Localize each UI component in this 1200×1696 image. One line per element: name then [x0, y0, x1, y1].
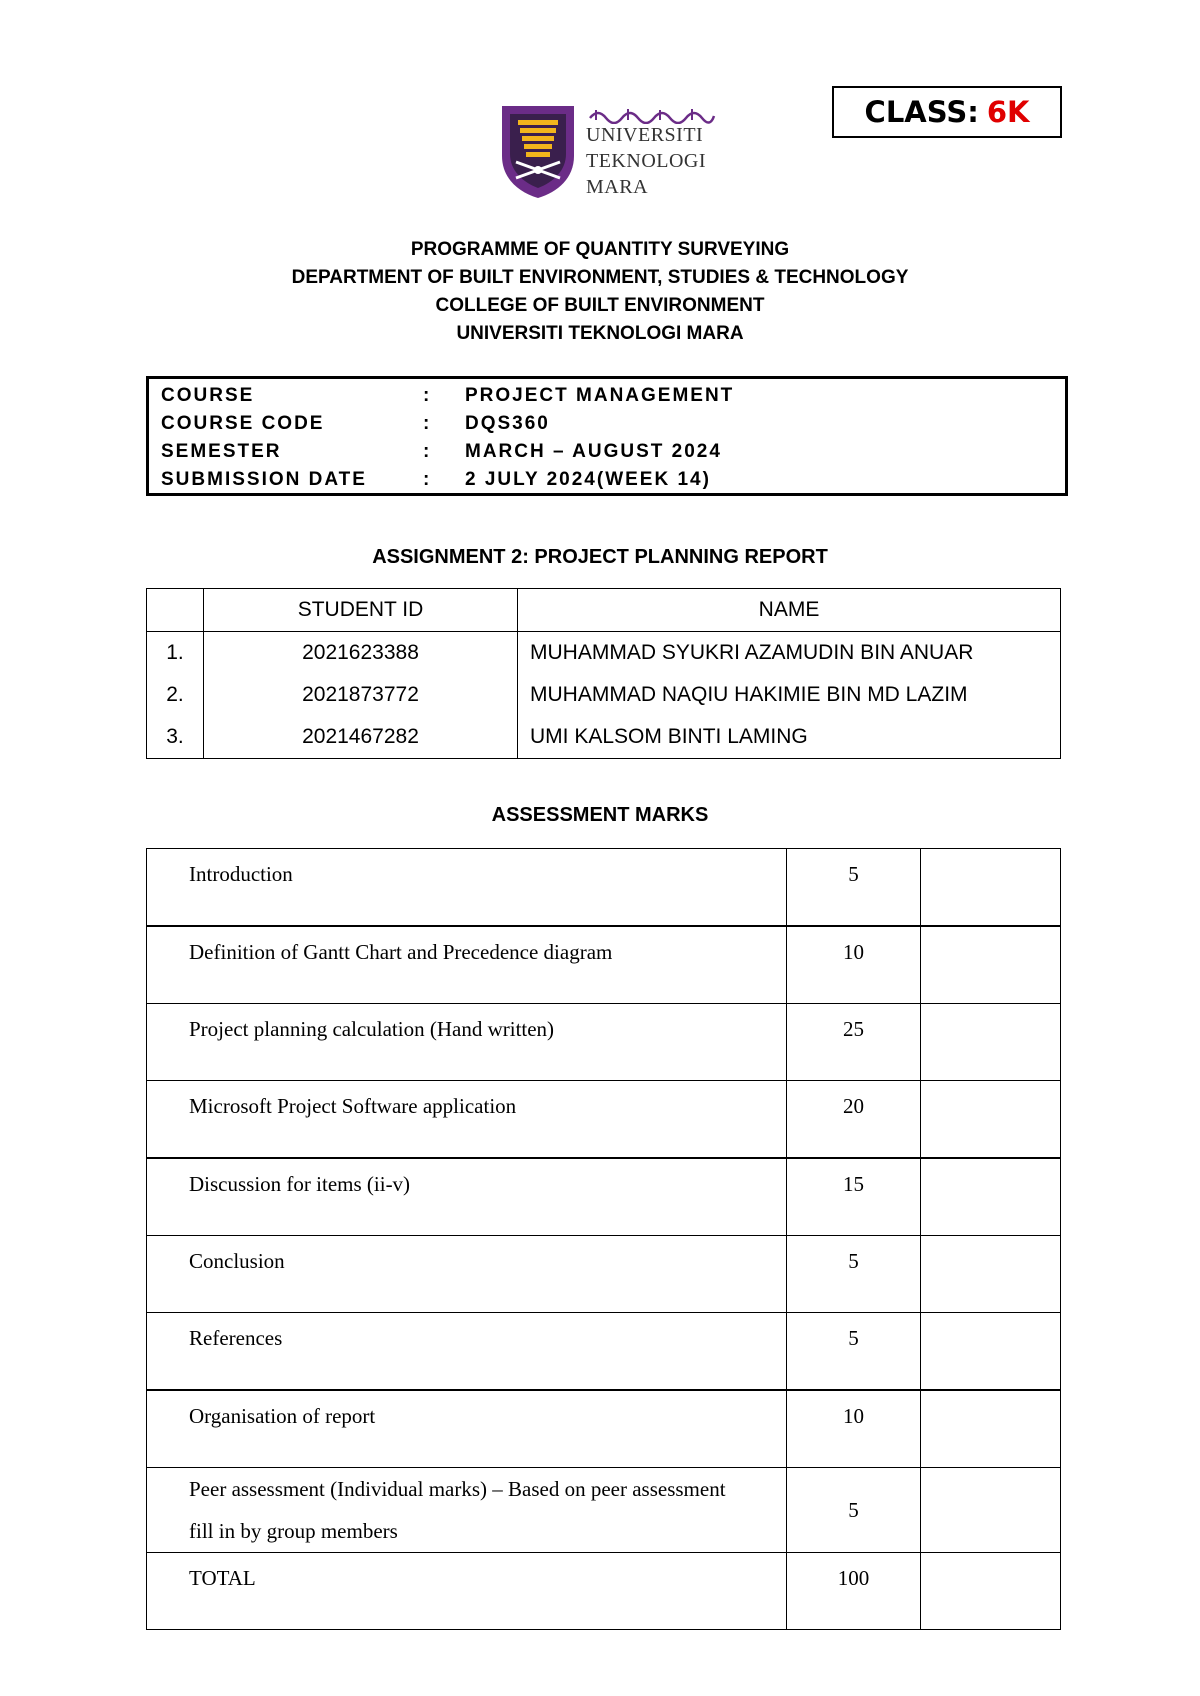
- awarded-total-cell[interactable]: [921, 1553, 1061, 1630]
- assessment-marks: 5: [787, 1236, 921, 1313]
- assessment-total-label: TOTAL: [147, 1553, 787, 1630]
- awarded-marks-cell[interactable]: [921, 1236, 1061, 1313]
- assessment-marks: 5: [787, 849, 921, 927]
- table-row: [147, 1004, 1061, 1081]
- uitm-crest-icon: [500, 104, 576, 200]
- assessment-item: Organisation of report: [147, 1390, 787, 1468]
- header-name: NAME: [518, 589, 1061, 632]
- student-name: MUHAMMAD NAQIU HAKIMIE BIN MD LAZIM: [518, 674, 1061, 716]
- logo-line-3: MARA: [586, 176, 649, 198]
- student-id: 2021623388: [204, 632, 518, 675]
- awarded-marks-cell[interactable]: [921, 1468, 1061, 1553]
- assessment-item: References: [147, 1313, 787, 1391]
- header-number: [147, 589, 204, 632]
- course-label: COURSE: [161, 385, 255, 406]
- course-code-separator: :: [423, 413, 432, 434]
- assessment-item: Microsoft Project Software application: [147, 1081, 787, 1159]
- table-row: [147, 674, 1061, 716]
- course-separator: :: [423, 385, 432, 406]
- arabic-script-icon: [588, 106, 716, 124]
- students-header-row: [147, 589, 1061, 632]
- heading-line: PROGRAMME OF QUANTITY SURVEYING: [410, 239, 790, 260]
- assessment-item: Introduction: [147, 849, 787, 927]
- assessment-item: Discussion for items (ii-v): [147, 1158, 787, 1236]
- assessment-total-marks: 100: [787, 1553, 921, 1630]
- class-box: [832, 86, 1062, 138]
- assignment-title: ASSIGNMENT 2: PROJECT PLANNING REPORT: [372, 546, 828, 568]
- class-value: 6K: [986, 95, 1030, 129]
- university-logo: [500, 104, 722, 200]
- awarded-marks-cell[interactable]: [921, 1313, 1061, 1391]
- student-number: 1.: [147, 632, 204, 675]
- assessment-title: ASSESSMENT MARKS: [491, 804, 709, 826]
- student-id: 2021873772: [204, 674, 518, 716]
- class-label: CLASS:: [864, 95, 979, 129]
- awarded-marks-cell[interactable]: [921, 1004, 1061, 1081]
- heading-line: UNIVERSITI TEKNOLOGI MARA: [456, 323, 744, 344]
- students-table: [146, 588, 1061, 759]
- assessment-marks: 25: [787, 1004, 921, 1081]
- table-row: [147, 1553, 1061, 1630]
- assessment-marks: 10: [787, 926, 921, 1004]
- semester-label: SEMESTER: [161, 441, 282, 462]
- heading-line: COLLEGE OF BUILT ENVIRONMENT: [435, 295, 765, 316]
- table-row: [147, 1390, 1061, 1468]
- assessment-marks: 5: [787, 1468, 921, 1553]
- awarded-marks-cell[interactable]: [921, 1081, 1061, 1159]
- student-number: 2.: [147, 674, 204, 716]
- course-code-label: COURSE CODE: [161, 413, 325, 434]
- student-name: MUHAMMAD SYUKRI AZAMUDIN BIN ANUAR: [518, 632, 1061, 675]
- heading-line: DEPARTMENT OF BUILT ENVIRONMENT, STUDIES & TECHNOLOGY: [291, 267, 909, 288]
- awarded-marks-cell[interactable]: [921, 849, 1061, 927]
- logo-line-2: TEKNOLOGI: [586, 150, 707, 172]
- table-row: [147, 1236, 1061, 1313]
- assessment-marks: 15: [787, 1158, 921, 1236]
- assessment-marks: 5: [787, 1313, 921, 1391]
- assessment-marks: 10: [787, 1390, 921, 1468]
- table-row: [147, 1468, 1061, 1553]
- assessment-item: Project planning calculation (Hand written): [147, 1004, 787, 1081]
- assessment-item: Conclusion: [147, 1236, 787, 1313]
- table-row: [147, 716, 1061, 759]
- semester-separator: :: [423, 441, 432, 462]
- table-row: [147, 1081, 1061, 1159]
- awarded-marks-cell[interactable]: [921, 926, 1061, 1004]
- assessment-marks: 20: [787, 1081, 921, 1159]
- student-id: 2021467282: [204, 716, 518, 759]
- student-number: 3.: [147, 716, 204, 759]
- course-info-box: [146, 376, 1068, 496]
- institution-heading: [0, 236, 1200, 348]
- table-row: [147, 1313, 1061, 1391]
- semester-value: MARCH – AUGUST 2024: [465, 441, 722, 462]
- course-value: PROJECT MANAGEMENT: [465, 385, 735, 406]
- header-student-id: STUDENT ID: [204, 589, 518, 632]
- submission-date-separator: :: [423, 469, 432, 490]
- table-row: [147, 1158, 1061, 1236]
- awarded-marks-cell[interactable]: [921, 1390, 1061, 1468]
- submission-date-value: 2 JULY 2024(WEEK 14): [465, 469, 711, 490]
- course-code-value: DQS360: [465, 413, 550, 434]
- table-row: [147, 926, 1061, 1004]
- student-name: UMI KALSOM BINTI LAMING: [518, 716, 1061, 759]
- logo-line-1: UNIVERSITI: [586, 124, 704, 146]
- submission-date-label: SUBMISSION DATE: [161, 469, 367, 490]
- table-row: [147, 849, 1061, 927]
- assessment-item: Peer assessment (Individual marks) – Based on peer assessment fill in by group members: [147, 1468, 787, 1553]
- table-row: [147, 632, 1061, 675]
- awarded-marks-cell[interactable]: [921, 1158, 1061, 1236]
- assessment-marks-table: [146, 848, 1061, 1630]
- assessment-item: Definition of Gantt Chart and Precedence diagram: [147, 926, 787, 1004]
